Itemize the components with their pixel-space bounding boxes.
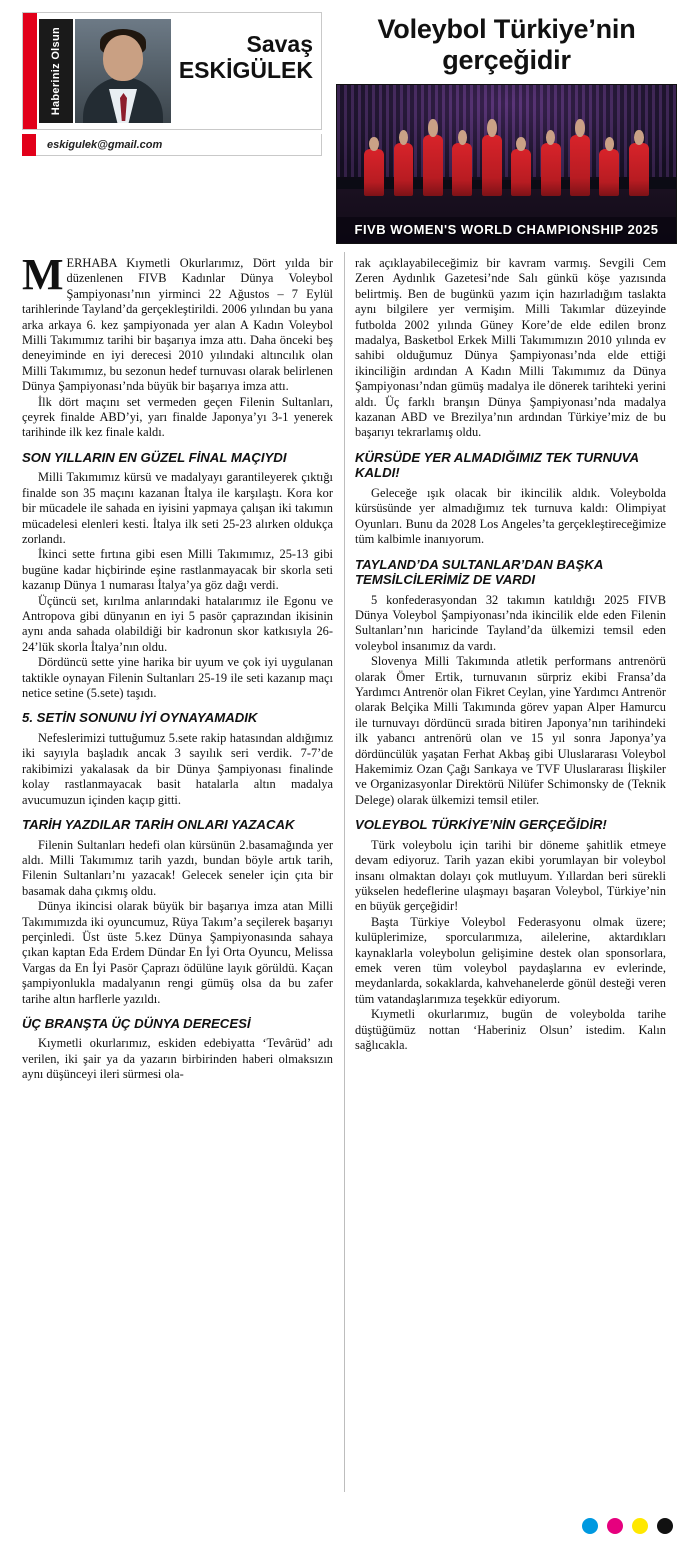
- photo-player: [482, 135, 502, 196]
- column-divider: [344, 252, 345, 1492]
- paragraph: İkinci sette fırtına gibi esen Milli Takımımız, 25-13 gibi bugüne kadar hiçbirinde eşine rastlanmayacak bir skorla seti kazanıp Dünya 1 numarası İtalya’ya göz dağı verdi.: [22, 547, 333, 593]
- author-first-name: Savaş: [246, 31, 313, 57]
- author-card: [22, 12, 322, 130]
- page-title: Voleybol Türkiye’nin gerçeğidir: [377, 14, 636, 75]
- author-email: eskigulek@gmail.com: [22, 134, 322, 156]
- article-column-right: [355, 256, 666, 1083]
- paragraph: 5 konfederasyondan 32 takımın katıldığı 2025 FIVB Dünya Voleybol Şampiyonası’nda ikincilik elde eden Filenin Sultanları’nın haricinde Tayland’da ülkemizi temsil eden voleybol insanımız da vardı.: [355, 592, 666, 653]
- article-columns: [22, 250, 677, 1083]
- author-byline-block: [22, 12, 322, 156]
- paragraph: rak açıklayabileceğimiz bir kavram varmış. Sevgili Cem Zeren Aydınlık Gazetesi’nde Salı günkü köşe yazısında belirtmiş. Ben de bugünkü yazım için hazırladığım taslakta aynı bilgilere yer vermişim. Milli Takımlar düzeyinde futbolda 2002 yılında Güney Kore’de elde edilen bronz madalya, Basketbol Erkek Milli Takımımızın 2010 yılında ev sahibi olduğumuz Dünya Şampiyonası’nda elde ettiği ikinciliğin ardından A Kadın Milli Takımımız da Dünya Şampiyonası’ndan gümüş madalya ile dönerek tarihteki yerini aldı. Üç farklı branşın Dünya Şampiyonası’nda madalya kazanan ABD ve Brezilya’nın ardından Türkiye’miz de bu başarıyı tekrarlamış oldu.: [355, 256, 666, 440]
- registration-color-dots: [582, 1518, 673, 1534]
- section-heading: VOLEYBOL TÜRKİYE’NİN GERÇEĞİDİR!: [355, 817, 607, 833]
- author-email-bar: [22, 134, 322, 156]
- column-name-label: Haberiniz Olsun: [49, 26, 62, 116]
- photo-player: [511, 149, 531, 196]
- paragraph: Geleceğe ışık olacak bir ikincilik aldık. Voleybolda kürsüsünde yer almadığımız tek turnuva kaldı: Olimpiyat Oyunları. Bunu da 2028 Los Angeles’ta gerçekleştireceğimize tüm kalbimle inanıyorum.: [355, 485, 666, 547]
- page-header: [22, 12, 677, 244]
- red-accent-bar-2: [22, 134, 36, 156]
- photo-player: [394, 143, 414, 195]
- author-last-name: ESKİGÜLEK: [178, 57, 313, 83]
- paragraph: Dördüncü sette yine harika bir uyum ve çok iyi uygulanan taktikle oynayan Filenin Sultanları 25-19 ile seti kazanıp maçı netice setine (5.sete) taşıdı.: [22, 655, 333, 701]
- photo-player: [364, 149, 384, 196]
- headline-block: [336, 12, 677, 244]
- column-name-tab: [39, 19, 73, 123]
- photo-player: [541, 143, 561, 195]
- color-dot-magenta: [607, 1518, 623, 1534]
- paragraph: Kıymetli okurlarımız, eskiden edebiyatta ‘Tevârüd’ adı verilen, iki şair ya da yazarın birbirinden haberi olmaksızın aynı düşünceyi ileri sürmesi ola-: [22, 1036, 333, 1082]
- photo-player: [423, 135, 443, 196]
- paragraph: Nefeslerimizi tuttuğumuz 5.sete rakip hatasından aldığımız iki sayıyla başladık ancak 3 sayılık seri verdik. 7-7’de rakibimizi yakalasak da bir Dünya Şampiyonası finalinde kolay rastlanmayacak basit hatalarla altın madalya avucumuzun içinden kaçıp gitti.: [22, 730, 333, 807]
- photo-caption: FIVB WOMEN'S WORLD CHAMPIONSHIP 2025: [354, 222, 659, 237]
- volleyball-team-photo: [336, 84, 677, 244]
- drop-cap: M: [22, 250, 64, 299]
- photo-player: [570, 135, 590, 196]
- paragraph: [22, 250, 333, 395]
- author-portrait: [75, 19, 171, 123]
- color-dot-black: [657, 1518, 673, 1534]
- paragraph: Dünya ikincisi olarak büyük bir başarıya imza atan Milli Takımımızda iki oyuncumuz, Rüya Takım’a seçilerek başarıyı perçinledi. Üst üste 5.kez Dünya Şampiyonasında sahaya çıkan kaptan Eda Erdem Dündar En İyi Orta Oyuncu, Melissa Vargas da En İyi Pasör Çaprazı ödülüne layık görüldü. Kaçan şampiyonlukla madalyanın rengi gümüş olsa da bu zafer tarihe altın harflerle yazıldı.: [22, 899, 333, 1006]
- red-accent-bar: [23, 13, 37, 130]
- color-dot-cyan: [582, 1518, 598, 1534]
- paragraph: Kıymetli okurlarımız, bugün de voleybolda tarihe düştüğümüz nottan ‘Haberiniz Olsun’ istedim. Kalın sağlıcakla.: [355, 1007, 666, 1052]
- section-heading: TARİH YAZDILAR TARİH ONLARI YAZACAK: [22, 817, 295, 832]
- paragraph: Türk voleybolu için tarihi bir döneme şahitlik etmeye devam ediyoruz. Tarih yazan ekibi yorumlayan bir voleybol insanı olmaktan dolayı çok mutluyum. Yıllardan beri sürekli yükselen hedeflerine ulaşmayı başaran Voleybol, Türkiye’nin en büyük gerçeğidir!: [355, 837, 666, 914]
- section-heading: 5. SETİN SONUNU İYİ OYNAYAMADIK: [22, 710, 258, 726]
- photo-player: [629, 143, 649, 195]
- photo-player: [599, 149, 619, 196]
- paragraph-text: ERHABA Kıymetli Okurlarımız, Dört yılda bir düzenlenen FIVB Kadınlar Dünya Voleybol Şampiyonası’nın yirminci 22 Ağustos – 7 Eylül tarihlerinde Tayland’da gerçekleştirildi. 2006 yılından bu yana arka arkaya 6. kez şampiyonada yer alan A Kadın Voleybol Milli Takımımız tarihi bir başarıya imza attı. Daha önceki beş deneyiminde en iyi derecesi 2010 yılındaki altıncılık olan Milli Takımımız, bu sezonun hedef turnuvası olarak belirlenen Dünya Şampiyonası’nda büyük bir başarıya imza attı.: [22, 256, 333, 394]
- article-column-left: [22, 250, 333, 1083]
- section-heading: TAYLAND’DA SULTANLAR’DAN BAŞKA TEMSİLCİLERİMİZ DE VARDI: [355, 556, 603, 587]
- paragraph: Filenin Sultanları hedefi olan kürsünün 2.basamağında yer aldı. Milli Takımımız tarih yazdı, bundan böyle artık tarih, Filenin Sultanları’nı yazacak! Gelecek seneler için çıta bir basamak daha çıkmış oldu.: [22, 837, 333, 898]
- color-dot-yellow: [632, 1518, 648, 1534]
- portrait-face: [103, 35, 143, 81]
- section-heading: KÜRSÜDE YER ALMADIĞIMIZ TEK TURNUVA KALDI!: [355, 449, 639, 481]
- paragraph: Slovenya Milli Takımında atletik performans antrenörü olarak Ömer Ertik, turnuvanın sürpriz ekibi Fransa’da Yardımcı Antrenör olan Fikret Ceylan, yine Yardımcı Antrenör olarak Belçika Milli Takımında görev yapan Alper Hamurcu ile turnuvayı dördüncü sırada bitiren Japonya’nın tarihindeki ilk yabancı antrenörü olan ve 15 yıl sonra Japonya’ya dördüncülük yaşatan Ferhat Akbaş gibi Uluslararası Voleybol Hakemimiz Ozan Çağı Sarıkaya ve TVF Uluslararası İlişkiler ve Organizasyonlar Direktörü Nilüfer Schimonsky de (Teknik Delege) olarak ülkemizi temsil etiler.: [355, 654, 666, 807]
- paragraph: Üçüncü set, kırılma anlarındaki hatalarımız ile Egonu ve Antropova gibi dünyanın en iyi 5 pasör çaprazından ikisinin aynı anda sahada olabildiği bir kadronun skor katkısıyla 26-24’lük skorla İtalya’nın oldu.: [22, 593, 333, 654]
- section-heading: SON YILLARIN EN GÜZEL FİNAL MAÇIYDI: [22, 449, 287, 465]
- paragraph: İlk dört maçını set vermeden geçen Filenin Sultanları, çeyrek finalde ABD’yi, yarı finalde Japonya’yı 3-1 yenerek tarihinde ilk kez finale kaldı.: [22, 394, 333, 440]
- paragraph: Başta Türkiye Voleybol Federasyonu olmak üzere; kulüplerimize, sporcularımıza, ailelerine, aktardıkları kaynaklarla voleybolun gelişimine destek olan sponsorlara, emek veren tüm voleybol paydaşlarına ev evlerinde, meydanlarda, sokaklarda, kahvehanelerde gönül desteği veren tüm vatandaşlarımıza teşekkür ediyorum.: [355, 914, 666, 1006]
- paragraph: Milli Takımımız kürsü ve madalyayı garantileyerek çıktığı finalde son 35 maçını kazanan İtalya ile karşılaştı. Kora kor bir mücadele ile sahada en iyisini yapmaya çalışan iki takımın mücadelesi elenleri kesti. İtalya ilk seti 25-23 alırken oldukça zorlandı.: [22, 470, 333, 546]
- author-name: [179, 31, 313, 83]
- section-heading: ÜÇ BRANŞTA ÜÇ DÜNYA DERECESİ: [22, 1015, 251, 1031]
- photo-team-row: [364, 123, 649, 196]
- photo-player: [452, 143, 472, 195]
